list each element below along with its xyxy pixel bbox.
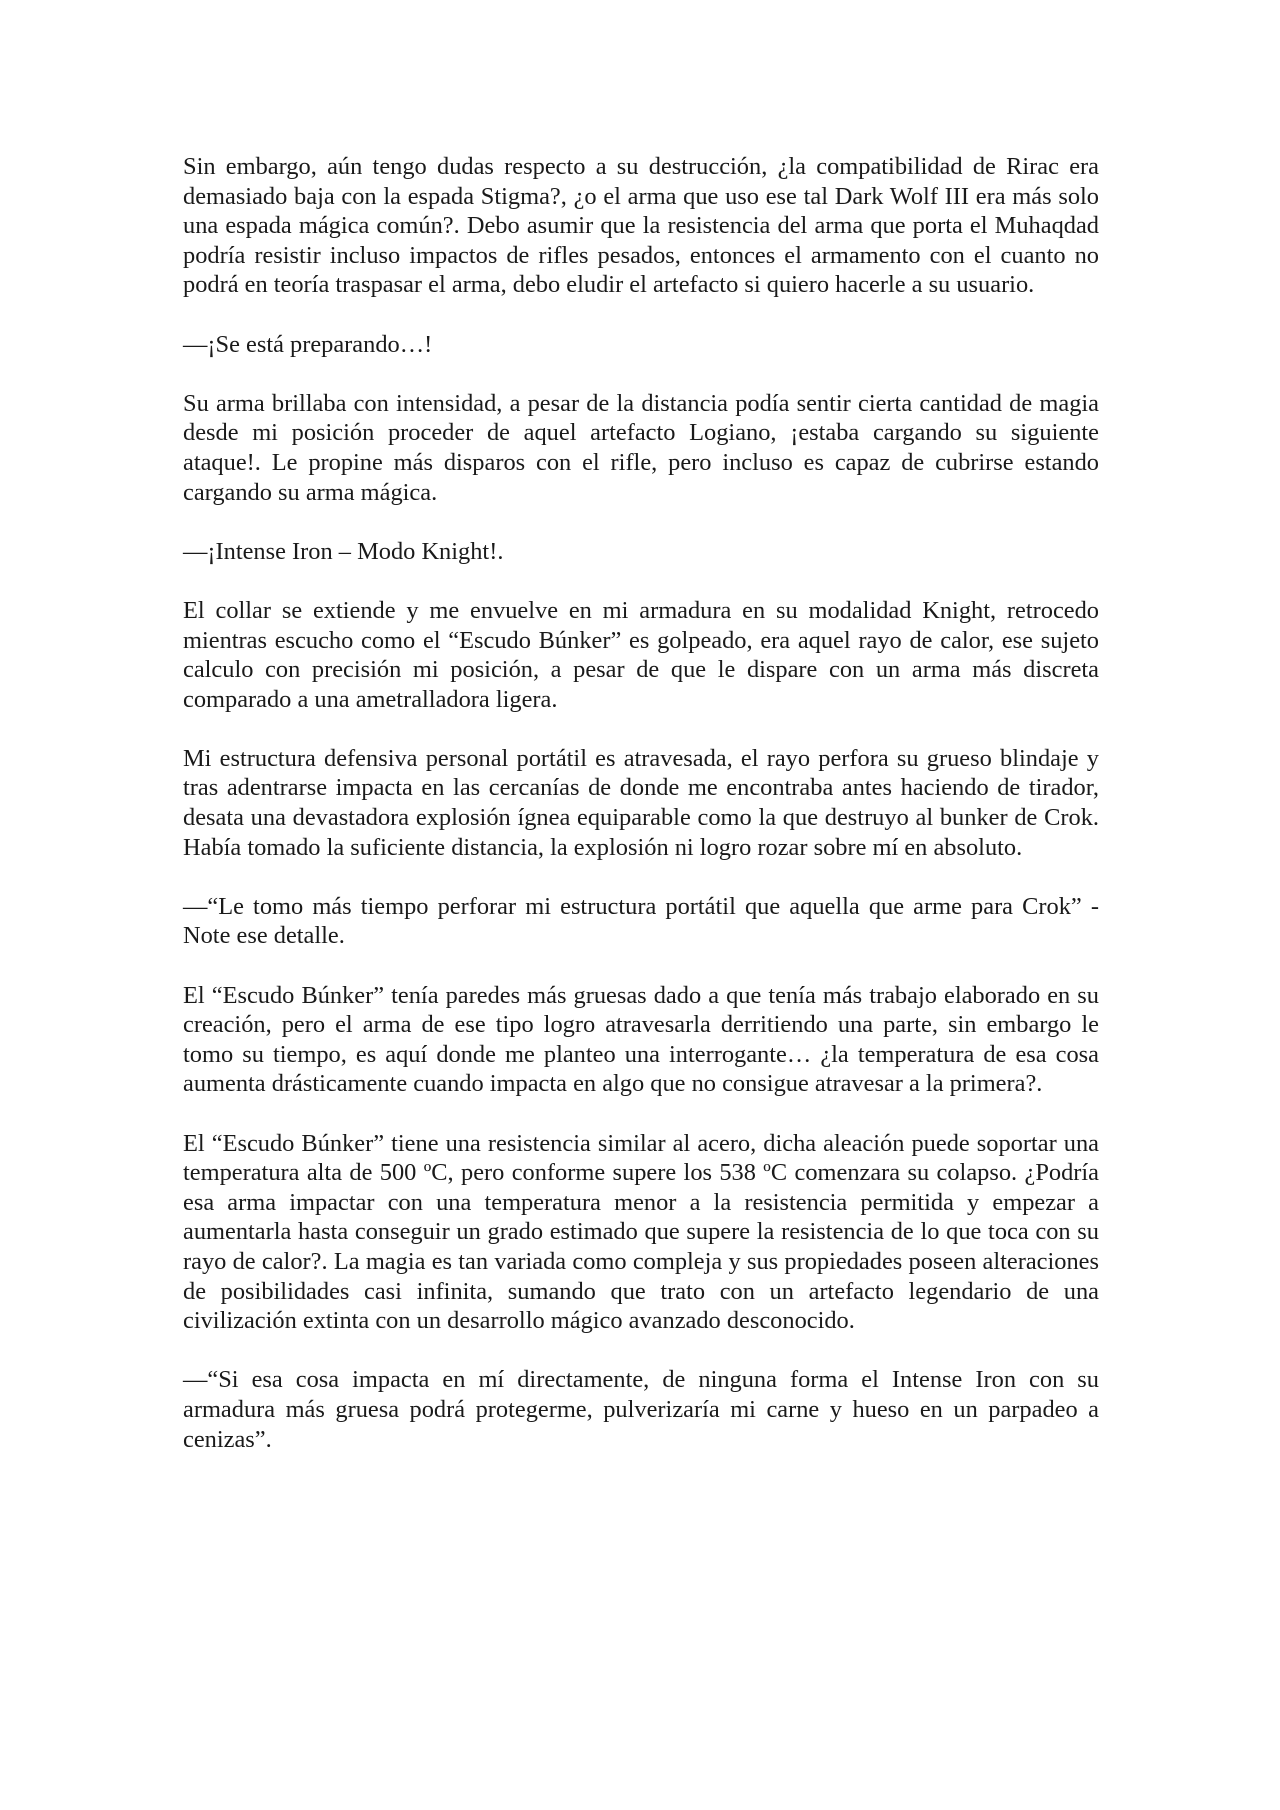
paragraph-9: El “Escudo Búnker” tiene una resistencia similar al acero, dicha aleación puede soportar una temperatura alta de 500 ºC, pero conforme supere los 538 ºC comenzara su colapso. ¿Podría esa arma impactar con una temperatura menor a la resistencia permitida y empezar a aumentarla hasta conseguir un grado estimado que supere la resistencia de lo que toca con su rayo de calor?. La magia es tan variada como compleja y sus propiedades poseen alteraciones de posibilidades casi infinita, sumando que trato con un artefacto legendario de una civilización extinta con un desarrollo mágico avanzado desconocido.: [183, 1129, 1099, 1335]
paragraph-6: Mi estructura defensiva personal portátil es atravesada, el rayo perfora su grueso blindaje y tras adentrarse impacta en las cercanías de donde me encontraba antes haciendo de tirador, desata una devastadora explosión ígnea equiparable como la que destruyo al bunker de Crok. Había tomado la suficiente distancia, la explosión ni logro rozar sobre mí en absoluto.: [183, 744, 1099, 861]
paragraph-2-dialogue: —¡Se está preparando…!: [183, 330, 433, 358]
document-body: [183, 152, 1099, 1454]
paragraph-5: El collar se extiende y me envuelve en mi armadura en su modalidad Knight, retrocedo mientras escucho como el “Escudo Búnker” es golpeado, era aquel rayo de calor, ese sujeto calculo con precisión mi posición, a pesar de que le dispare con un arma más discreta comparado a una ametralladora ligera.: [183, 596, 1099, 713]
paragraph-7-dialogue: —“Le tomo más tiempo perforar mi estructura portátil que aquella que arme para Crok” -Note ese detalle.: [183, 892, 1099, 950]
paragraph-3: Su arma brillaba con intensidad, a pesar de la distancia podía sentir cierta cantidad de magia desde mi posición proceder de aquel artefacto Logiano, ¡estaba cargando su siguiente ataque!. Le propine más disparos con el rifle, pero incluso es capaz de cubrirse estando cargando su arma mágica.: [183, 389, 1099, 506]
paragraph-10-dialogue: —“Si esa cosa impacta en mí directamente, de ninguna forma el Intense Iron con su armadura más gruesa podrá protegerme, pulverizaría mi carne y hueso en un parpadeo a cenizas”.: [183, 1366, 1099, 1453]
paragraph-1: Sin embargo, aún tengo dudas respecto a su destrucción, ¿la compatibilidad de Rirac era demasiado baja con la espada Stigma?, ¿o el arma que uso ese tal Dark Wolf III era más solo una espada mágica común?. Debo asumir que la resistencia del arma que porta el Muhaqdad podría resistir incluso impactos de rifles pesados, entonces el armamento con el cuanto no podrá en teoría traspasar el arma, debo eludir el artefacto si quiero hacerle a su usuario.: [183, 153, 1099, 299]
paragraph-8: El “Escudo Búnker” tenía paredes más gruesas dado a que tenía más trabajo elaborado en su creación, pero el arma de ese tipo logro atravesarla derritiendo una parte, sin embargo le tomo su tiempo, es aquí donde me planteo una interrogante… ¿la temperatura de esa cosa aumenta drásticamente cuando impacta en algo que no consigue atravesar a la primera?.: [183, 981, 1099, 1098]
paragraph-4-dialogue: —¡Intense Iron – Modo Knight!.: [183, 537, 504, 565]
